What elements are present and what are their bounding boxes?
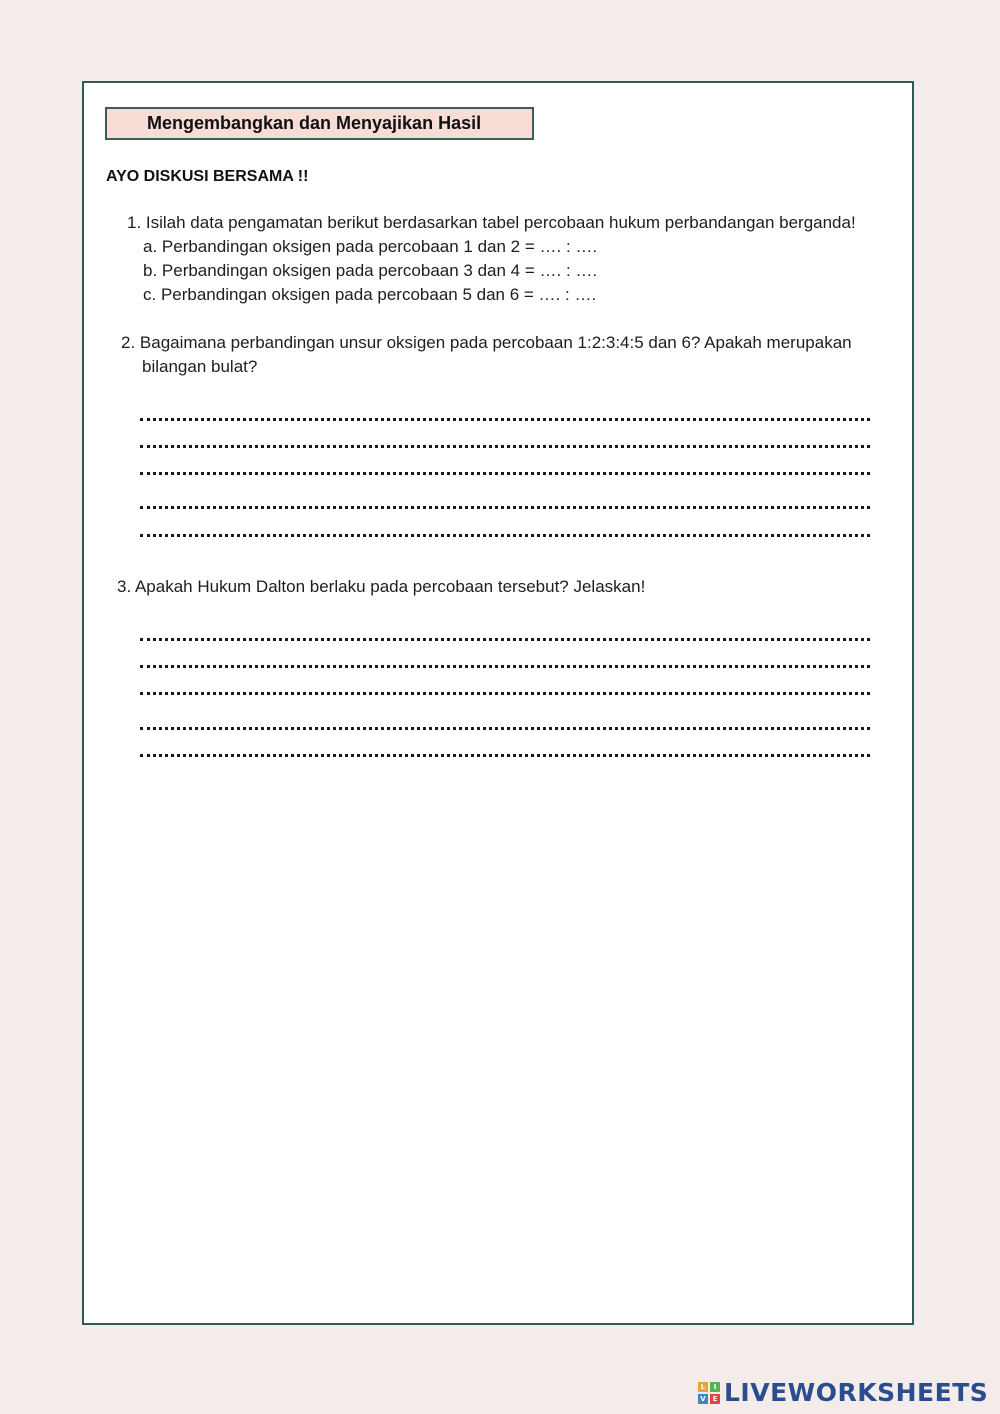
- answer-line-q3-4[interactable]: [140, 727, 870, 730]
- answer-line-q2-3[interactable]: [140, 472, 870, 475]
- answer-line-q2-1[interactable]: [140, 418, 870, 421]
- answer-line-q3-5[interactable]: [140, 754, 870, 757]
- question-2-text: 2. Bagaimana perbandingan unsur oksigen pada percobaan 1:2:3:4:5 dan 6? Apakah merupakan: [121, 333, 852, 352]
- answer-line-q2-2[interactable]: [140, 445, 870, 448]
- discussion-heading: AYO DISKUSI BERSAMA !!: [106, 168, 309, 185]
- logo-mark-letter: L: [698, 1382, 708, 1392]
- banner-title: Mengembangkan dan Menyajikan Hasil: [147, 113, 482, 133]
- logo-mark-letter: V: [698, 1394, 708, 1404]
- logo-mark-letter: E: [710, 1394, 720, 1404]
- logo-mark-letter: I: [710, 1382, 720, 1392]
- question-1-text: 1. Isilah data pengamatan berikut berdasarkan tabel percobaan hukum perbandangan berganda!: [127, 213, 856, 232]
- answer-line-q2-5[interactable]: [140, 534, 870, 537]
- answer-line-q3-2[interactable]: [140, 665, 870, 668]
- question-2-text-continued: bilangan bulat?: [142, 357, 258, 376]
- answer-line-q3-1[interactable]: [140, 638, 870, 641]
- question-1-item-c: c. Perbandingan oksigen pada percobaan 5 dan 6 = …. : ….: [143, 285, 597, 304]
- liveworksheets-logo-icon: [698, 1382, 720, 1404]
- answer-line-q3-3[interactable]: [140, 692, 870, 695]
- question-1-item-a: a. Perbandingan oksigen pada percobaan 1 dan 2 = …. : ….: [143, 237, 598, 256]
- question-1-item-b: b. Perbandingan oksigen pada percobaan 3 dan 4 = …. : ….: [143, 261, 598, 280]
- question-3-text: 3. Apakah Hukum Dalton berlaku pada percobaan tersebut? Jelaskan!: [117, 577, 646, 596]
- liveworksheets-logo-text: LIVEWORKSHEETS: [724, 1378, 989, 1407]
- section-banner: [105, 107, 534, 140]
- answer-line-q2-4[interactable]: [140, 506, 870, 509]
- liveworksheets-logo: [698, 1378, 988, 1407]
